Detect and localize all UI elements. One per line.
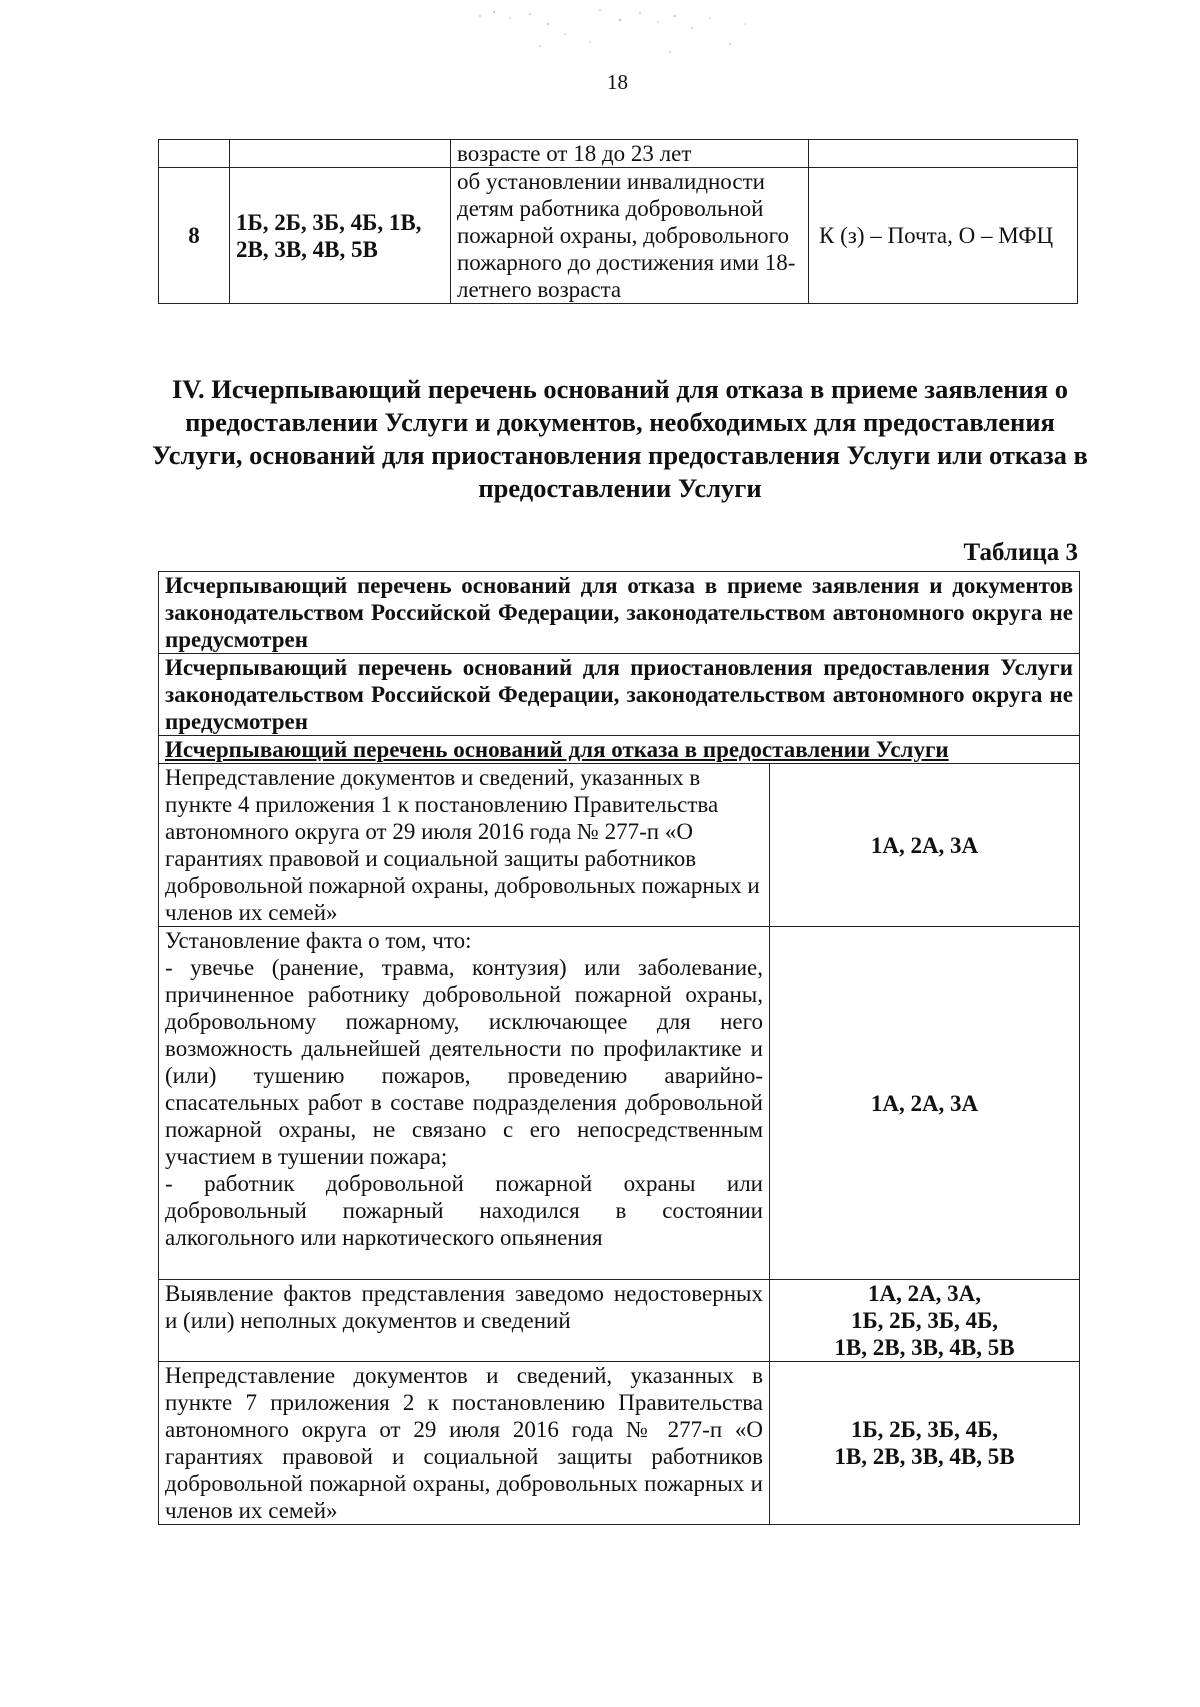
ground-intro: Установление факта о том, что: [165, 928, 472, 953]
refusal-ground-text: Непредставление документов и сведений, указанных в пункте 7 приложения 2 к постановлению Правительства автономного округа от 29 июля 2016 года № 277-п «О гарантиях правовой и социальной защиты работников добровольной пожарной охраны, добровольных пожарных и членов их семей» [159, 1362, 770, 1525]
continued-documents-table [158, 139, 1078, 304]
categories-line: 1Б, 2Б, 3Б, 4Б, [850, 1308, 999, 1333]
ground-item: - увечье (ранение, травма, контузия) или заболевание, причиненное работнику добровольной пожарной охраны, добровольному пожарному, исключающее для него возможность дальнейшей деятельности по профилактике и (или) тушению пожаров, проведению аварийно-спасательных работ в составе подразделения добровольной пожарной охраны, не связано с его непосредственным участием в тушении пожара; [165, 955, 763, 1169]
section-title: IV. Исчерпывающий перечень оснований для отказа в приеме заявления о предоставлении Услуги и документов, необходимых для предоставления Услуги, оснований для приостановления предоставления Услуги или отказа в предоставлении Услуги [152, 374, 1088, 503]
refusal-ground-categories [770, 1280, 1080, 1362]
table-row [159, 140, 1078, 168]
table-label: Таблица 3 [963, 539, 1078, 566]
table-row [159, 1362, 1080, 1525]
refusal-ground-text: Непредставление документов и сведений, указанных в пункте 4 приложения 1 к постановлению Правительства автономного округа от 29 июля 2016 года № 277-п «О гарантиях правовой и социальной защиты работников добровольной пожарной охраны, добровольных пожарных и членов их семей» [159, 764, 770, 927]
table-row [159, 736, 1080, 764]
categories-line: 1Б, 2Б, 3Б, 4Б, [850, 1417, 999, 1442]
document-name: об установлении инвалидности детям работника добровольной пожарной охраны, добровольного пожарного до достижения ими 18-летнего возраста [451, 168, 809, 304]
document-name: возрасте от 18 до 23 лет [451, 140, 809, 168]
table-row [159, 654, 1080, 736]
refusal-ground-categories: 1А, 2А, 3А [770, 927, 1080, 1280]
scan-noise [470, 4, 760, 64]
refusal-ground-categories: 1А, 2А, 3А [770, 764, 1080, 927]
categories-line: 1В, 2В, 3В, 4В, 5В [834, 1444, 1015, 1469]
applicant-categories: 1Б, 2Б, 3Б, 4Б, 1В, 2В, 3В, 4В, 5В [230, 168, 451, 304]
page-number: 18 [607, 70, 628, 94]
delivery-method: К (з) – Почта, О – МФЦ [809, 168, 1078, 304]
delivery-method [809, 140, 1078, 168]
table-row [159, 764, 1080, 927]
no-suspension-note: Исчерпывающий перечень оснований для приостановления предоставления Услуги законодательством Российской Федерации, законодательством автономного округа не предусмотрен [159, 654, 1080, 736]
refusal-ground-text [159, 927, 770, 1280]
refusal-ground-text: Выявление фактов представления заведомо недостоверных и (или) неполных документов и сведений [159, 1280, 770, 1362]
table-row [159, 1280, 1080, 1362]
refusal-grounds-heading: Исчерпывающий перечень оснований для отказа в предоставлении Услуги [159, 736, 1080, 764]
row-number [159, 140, 230, 168]
table-row [159, 572, 1080, 654]
no-refusal-acceptance-note: Исчерпывающий перечень оснований для отказа в приеме заявления и документов законодательством Российской Федерации, законодательством автономного округа не предусмотрен [159, 572, 1080, 654]
categories-line: 1А, 2А, 3А, [867, 1281, 982, 1306]
row-number: 8 [159, 168, 230, 304]
categories-line: 1В, 2В, 3В, 4В, 5В [834, 1335, 1015, 1360]
applicant-categories [230, 140, 451, 168]
ground-item: - работник добровольной пожарной охраны или добровольный пожарный находился в состоянии алкогольного или наркотического опьянения [165, 1171, 763, 1250]
table-row [159, 168, 1078, 304]
refusal-ground-categories [770, 1362, 1080, 1525]
table-row [159, 927, 1080, 1280]
refusal-grounds-table [158, 571, 1080, 1525]
